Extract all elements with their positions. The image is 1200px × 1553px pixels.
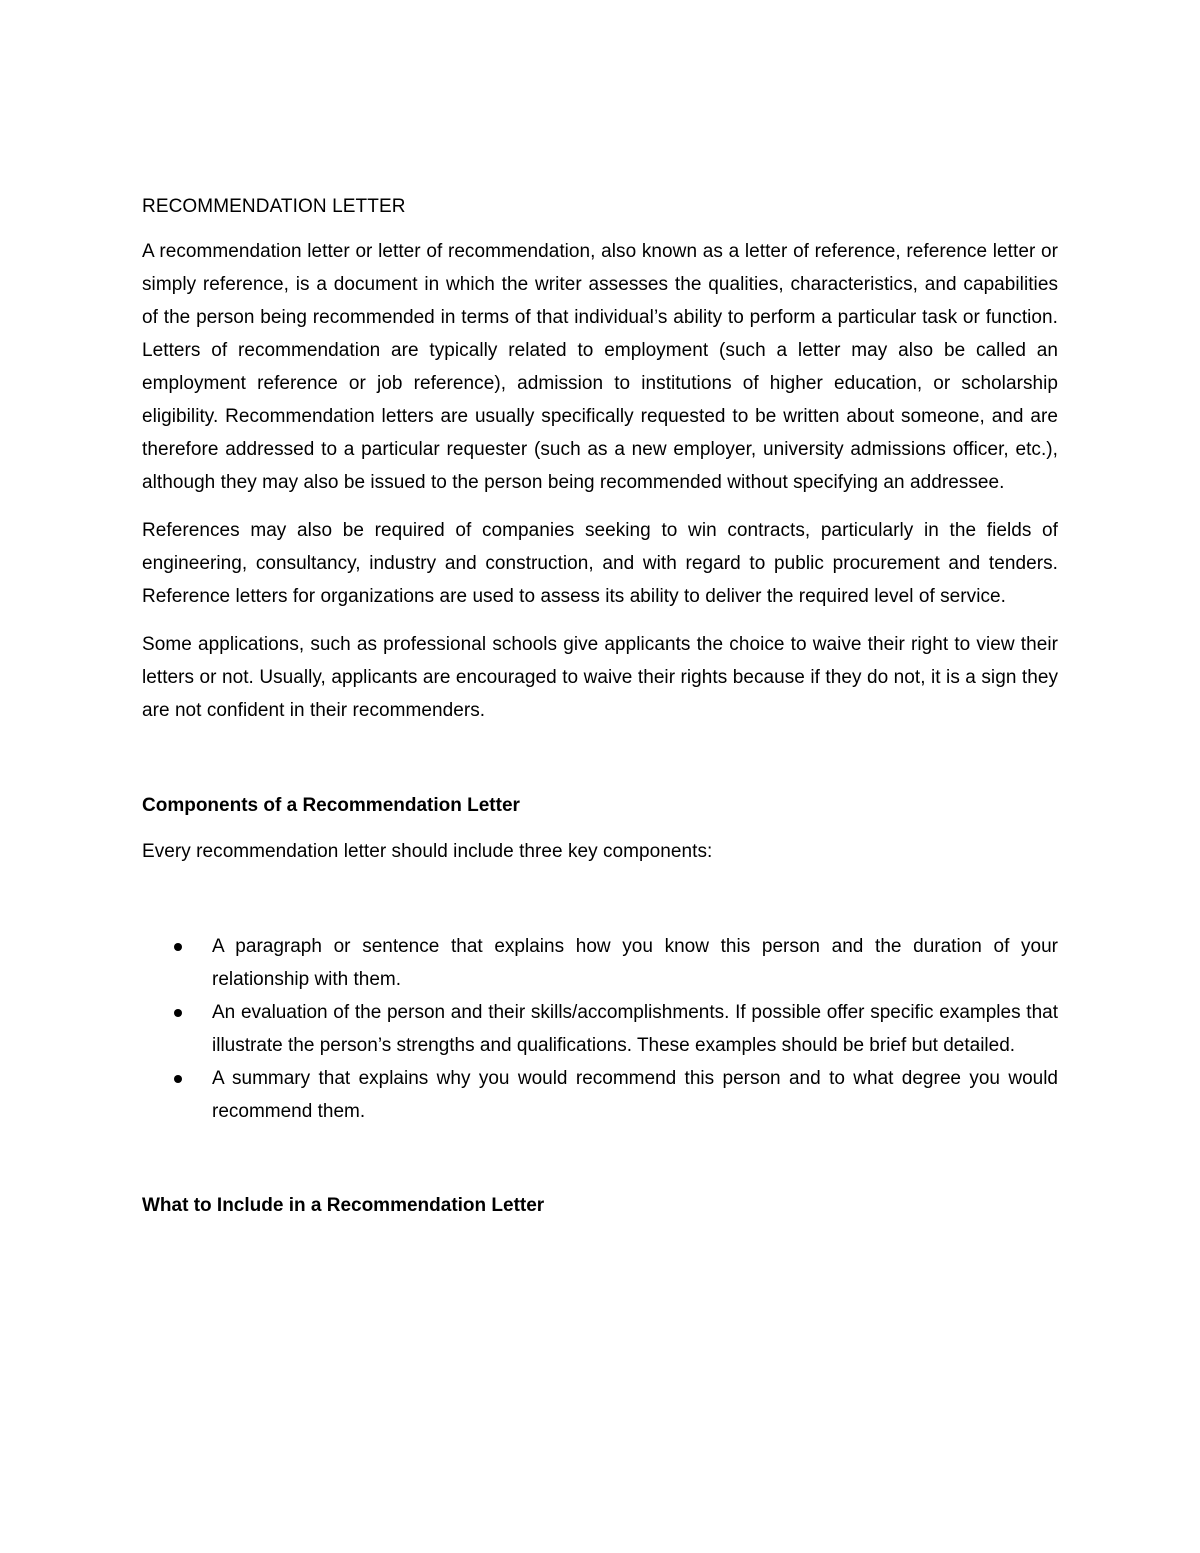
components-list (142, 930, 1058, 1128)
bullet-icon (174, 943, 182, 951)
paragraph-definition: A recommendation letter or letter of recommendation, also known as a letter of reference, reference letter or simply reference, is a document in which the writer assesses the qualities, characteristics, and capabilities of the person being recommended in terms of that individual’s ability to perform a particular task or function. Letters of recommendation are typically related to employment (such a letter may also be called an employment reference or job reference), admission to institutions of higher education, or scholarship eligibility. Recommendation letters are usually specifically requested to be written about someone, and are therefore addressed to a particular requester (such as a new employer, university admissions officer, etc.), although they may also be issued to the person being recommended without specifying an addressee. (142, 241, 1058, 493)
components-intro: Every recommendation letter should include three key components: (142, 841, 713, 862)
include-heading: What to Include in a Recommendation Letter (142, 1195, 545, 1216)
list-item (212, 1062, 1058, 1128)
bullet-icon (174, 1009, 182, 1017)
list-item-text: A paragraph or sentence that explains how you know this person and the duration of your relationship with them. (212, 936, 1058, 990)
list-item (212, 930, 1058, 996)
document-page (142, 193, 1058, 1235)
paragraph-applications: Some applications, such as professional schools give applicants the choice to waive their right to view their letters or not. Usually, applicants are encouraged to waive their rights because if they do not, it is a sign they are not confident in their recommenders. (142, 634, 1058, 721)
list-item (212, 996, 1058, 1062)
paragraph-companies: References may also be required of companies seeking to win contracts, particularly in the fields of engineering, consultancy, industry and construction, and with regard to public procurement and tenders. Reference letters for organizations are used to assess its ability to deliver the required level of service. (142, 520, 1058, 607)
components-heading: Components of a Recommendation Letter (142, 795, 520, 816)
list-item-text: A summary that explains why you would recommend this person and to what degree you would recommend them. (212, 1068, 1058, 1122)
list-item-text: An evaluation of the person and their skills/accomplishments. If possible offer specific examples that illustrate the person’s strengths and qualifications. These examples should be brief but detailed. (212, 1002, 1058, 1056)
document-title: RECOMMENDATION LETTER (142, 196, 406, 217)
bullet-icon (174, 1075, 182, 1083)
